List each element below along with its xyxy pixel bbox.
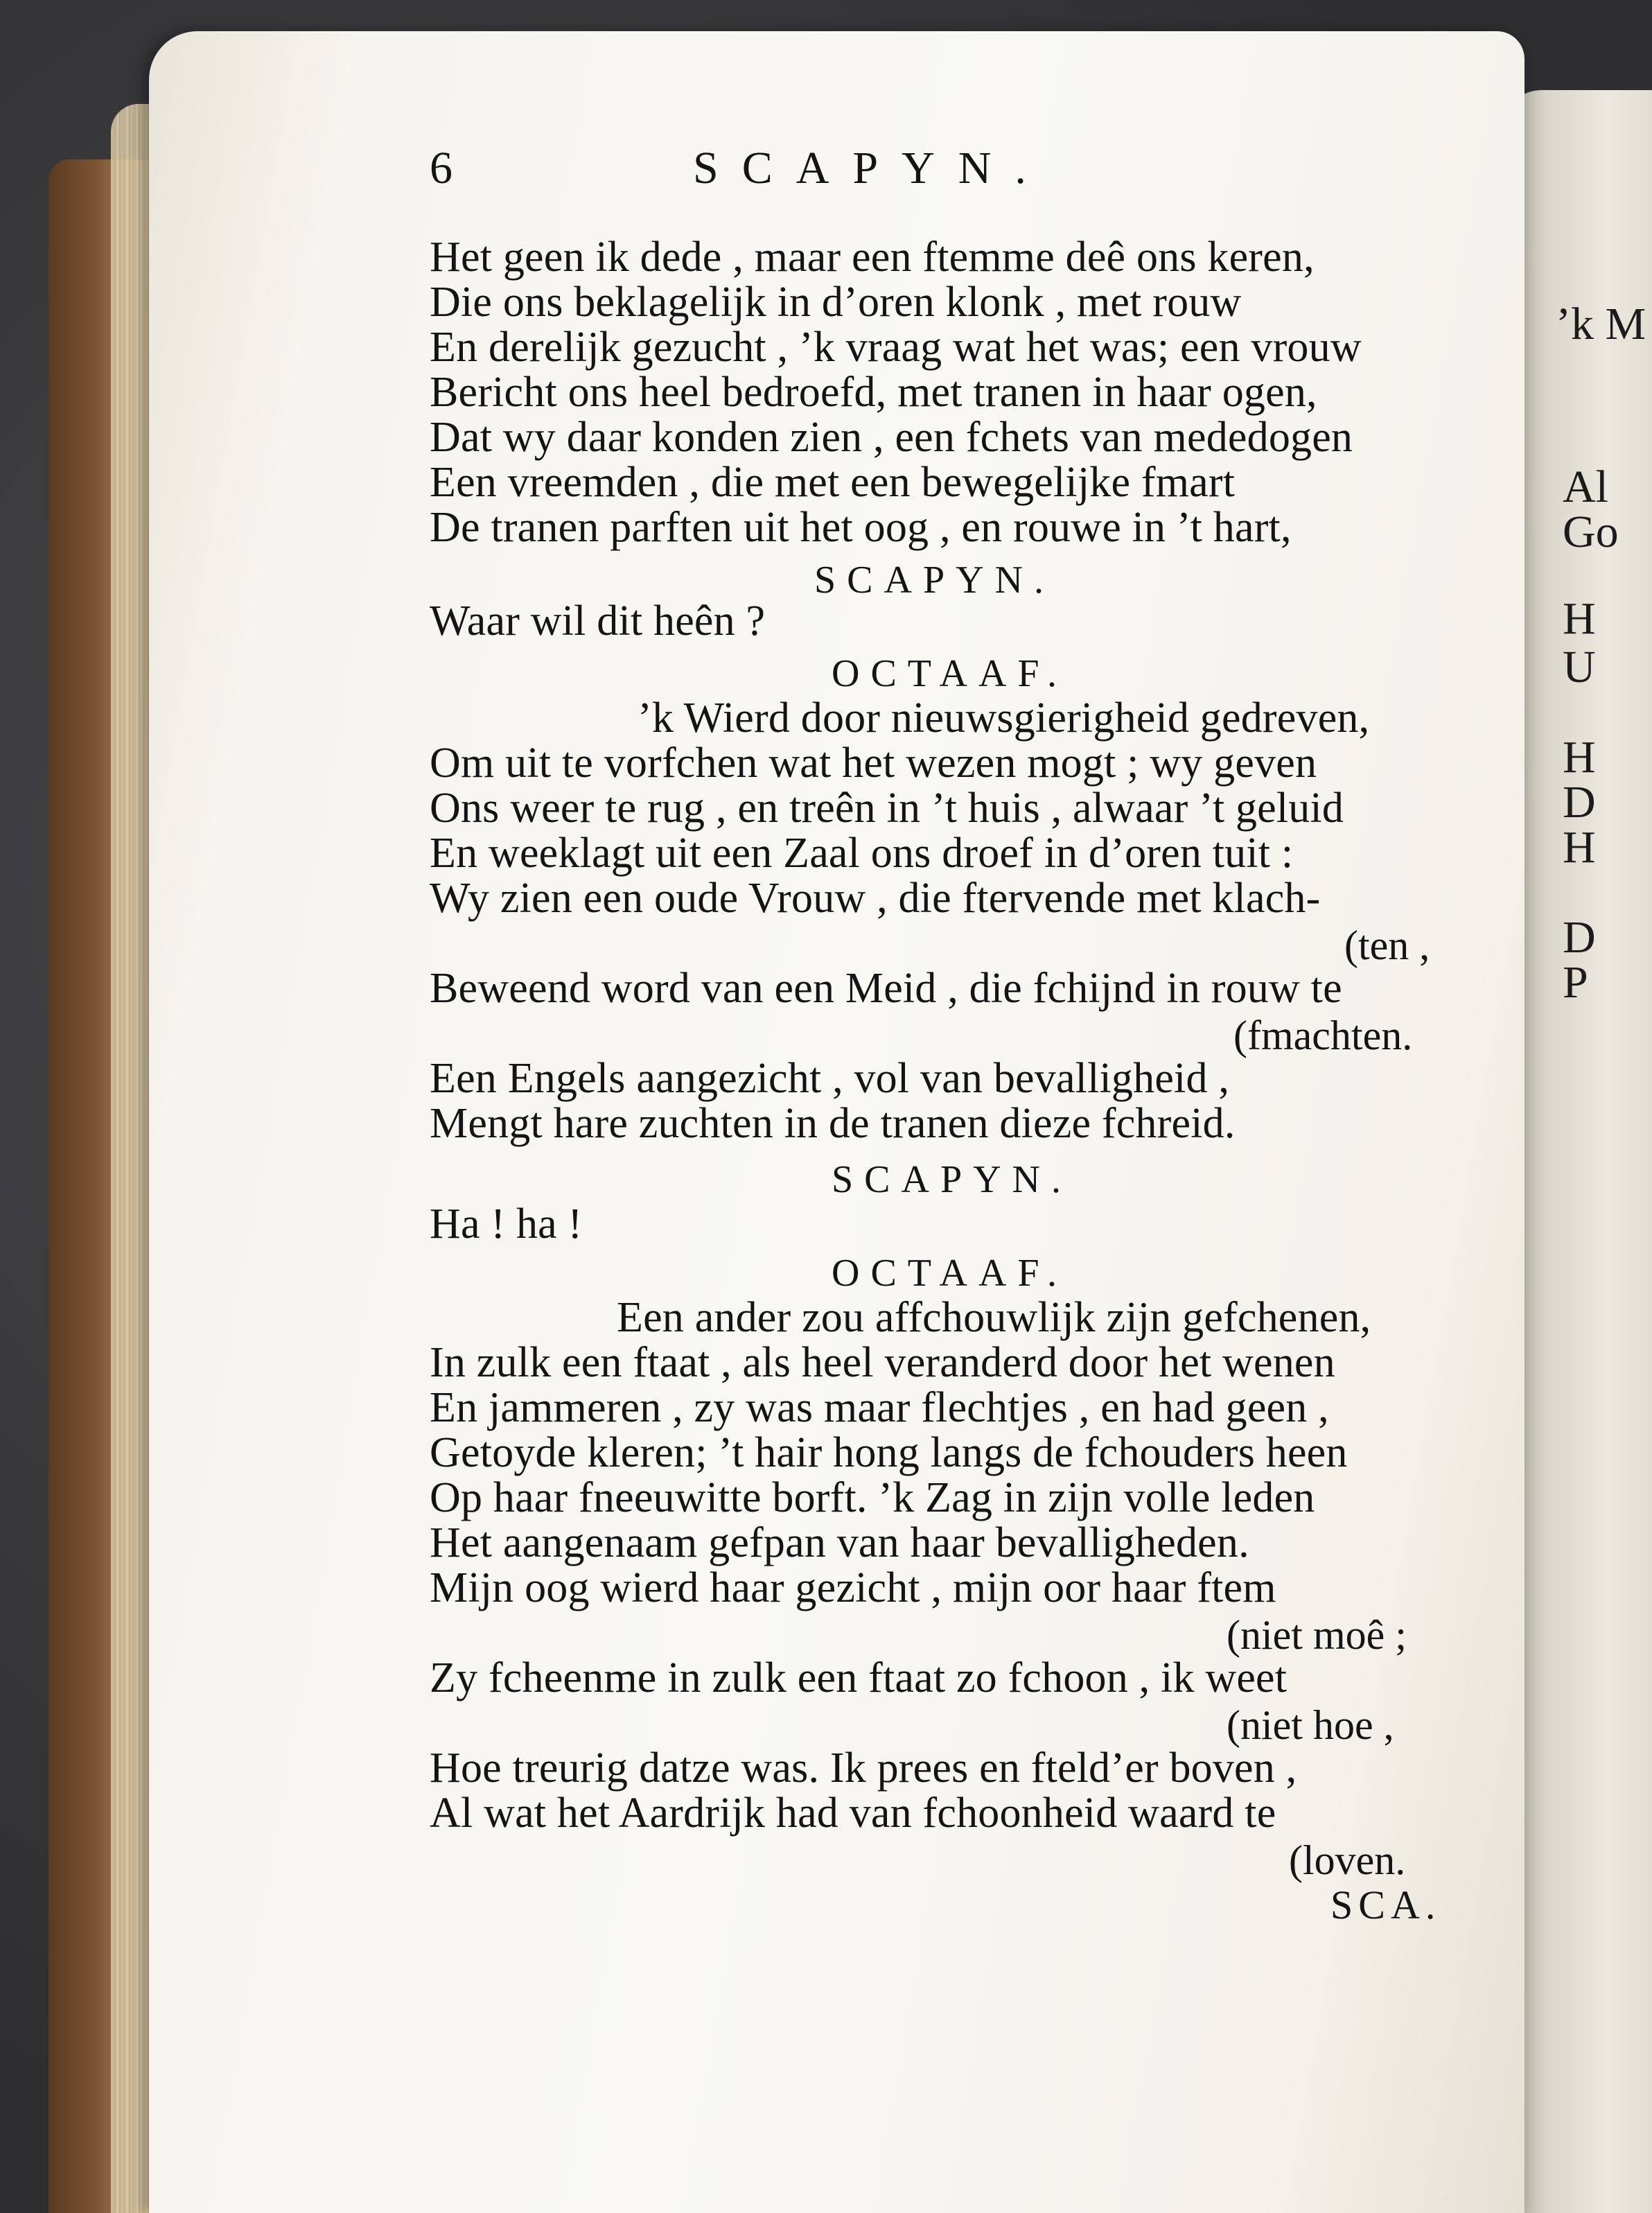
verse-line: Ons weer te rug , en treên in ’t huis , alwaar ’t geluid xyxy=(430,785,1344,832)
verse-line: De tranen parften uit het oog , en rouwe in ’t hart, xyxy=(430,504,1292,551)
verse-line: Zy fcheenme in zulk een ftaat zo fchoon , ik weet xyxy=(430,1654,1288,1702)
verse-line: Al wat het Aardrijk had van fchoonheid waard te xyxy=(430,1790,1276,1837)
verse-line: Mengt hare zuchten in de tranen dieze fchreid. xyxy=(430,1100,1236,1147)
verse-line: Het aangenaam gefpan van haar bevalligheden. xyxy=(430,1519,1249,1566)
verse-line: Beweend word van een Meid , die fchijnd in rouw te xyxy=(430,965,1342,1012)
facing-fragment: H xyxy=(1563,822,1596,873)
facing-fragment: D xyxy=(1563,777,1596,828)
facing-fragment: U xyxy=(1563,642,1596,692)
verse-line: Mijn oog wierd haar gezicht , mijn oor haar ftem xyxy=(430,1564,1276,1611)
speaker-name: SCAPYN. xyxy=(832,1158,1072,1201)
facing-fragment: P xyxy=(1563,957,1588,1008)
verse-line: Wy zien een oude Vrouw , die ftervende met klach- xyxy=(430,875,1321,922)
verse-line: Hoe treurig datze was. Ik prees en fteld’er boven , xyxy=(430,1744,1297,1792)
verse-line: Die ons beklagelijk in d’oren klonk , met rouw xyxy=(430,279,1242,326)
facing-fragment: Go xyxy=(1563,507,1619,557)
speaker-name: OCTAAF. xyxy=(832,652,1069,695)
facing-fragment: H xyxy=(1563,593,1596,644)
verse-line: Ha ! ha ! xyxy=(430,1200,583,1248)
verse-line: Waar wil dit heên ? xyxy=(430,597,766,645)
verse-line: Een vreemden , die met een bewegelijke fmart xyxy=(430,459,1236,506)
verse-line: En derelijk gezucht , ’k vraag wat het was; een vrouw xyxy=(430,324,1362,371)
speaker-name: OCTAAF. xyxy=(832,1252,1069,1295)
verse-line: Bericht ons heel bedroefd, met tranen in haar ogen, xyxy=(430,369,1317,416)
turnover-line: (niet moê ; xyxy=(1227,1612,1407,1658)
page-number: 6 xyxy=(430,143,452,193)
verse-line: In zulk een ftaat , als heel veranderd door het wenen xyxy=(430,1339,1335,1386)
verse-line: Het geen ik dede , maar een ftemme deê ons keren, xyxy=(430,234,1315,281)
verse-line: Getoyde kleren; ’t hair hong langs de fchouders heen xyxy=(430,1429,1348,1476)
running-head: SCAPYN. xyxy=(693,143,1050,193)
turnover-line: (niet hoe , xyxy=(1227,1702,1394,1748)
facing-fragment: D xyxy=(1563,912,1596,963)
facing-fragment: Al xyxy=(1563,462,1608,512)
facing-fragment: ’k M xyxy=(1556,299,1646,349)
verse-line: Een Engels aangezicht , vol van bevalligheid , xyxy=(430,1055,1230,1102)
verse-line: En weeklagt uit een Zaal ons droef in d’oren tuit : xyxy=(430,830,1294,877)
verse-line: Een ander zou affchouwlijk zijn gefchenen, xyxy=(617,1294,1371,1341)
speaker-name: SCAPYN. xyxy=(814,559,1055,602)
catchword: SCA. xyxy=(1330,1882,1441,1927)
verse-line: Om uit te vorfchen wat het wezen mogt ; wy geven xyxy=(430,740,1317,787)
verse-line: En jammeren , zy was maar flechtjes , en had geen , xyxy=(430,1384,1329,1431)
verse-line: Op haar fneeuwitte borft. ’k Zag in zijn volle leden xyxy=(430,1474,1315,1521)
turnover-line: (ten , xyxy=(1344,922,1430,968)
verse-line: ’k Wierd door nieuwsgierigheid gedreven, xyxy=(638,694,1370,742)
turnover-line: (loven. xyxy=(1289,1837,1406,1883)
verse-line: Dat wy daar konden zien , een fchets van mededogen xyxy=(430,414,1353,461)
turnover-line: (fmachten. xyxy=(1233,1013,1413,1058)
facing-fragment: H xyxy=(1563,732,1596,782)
